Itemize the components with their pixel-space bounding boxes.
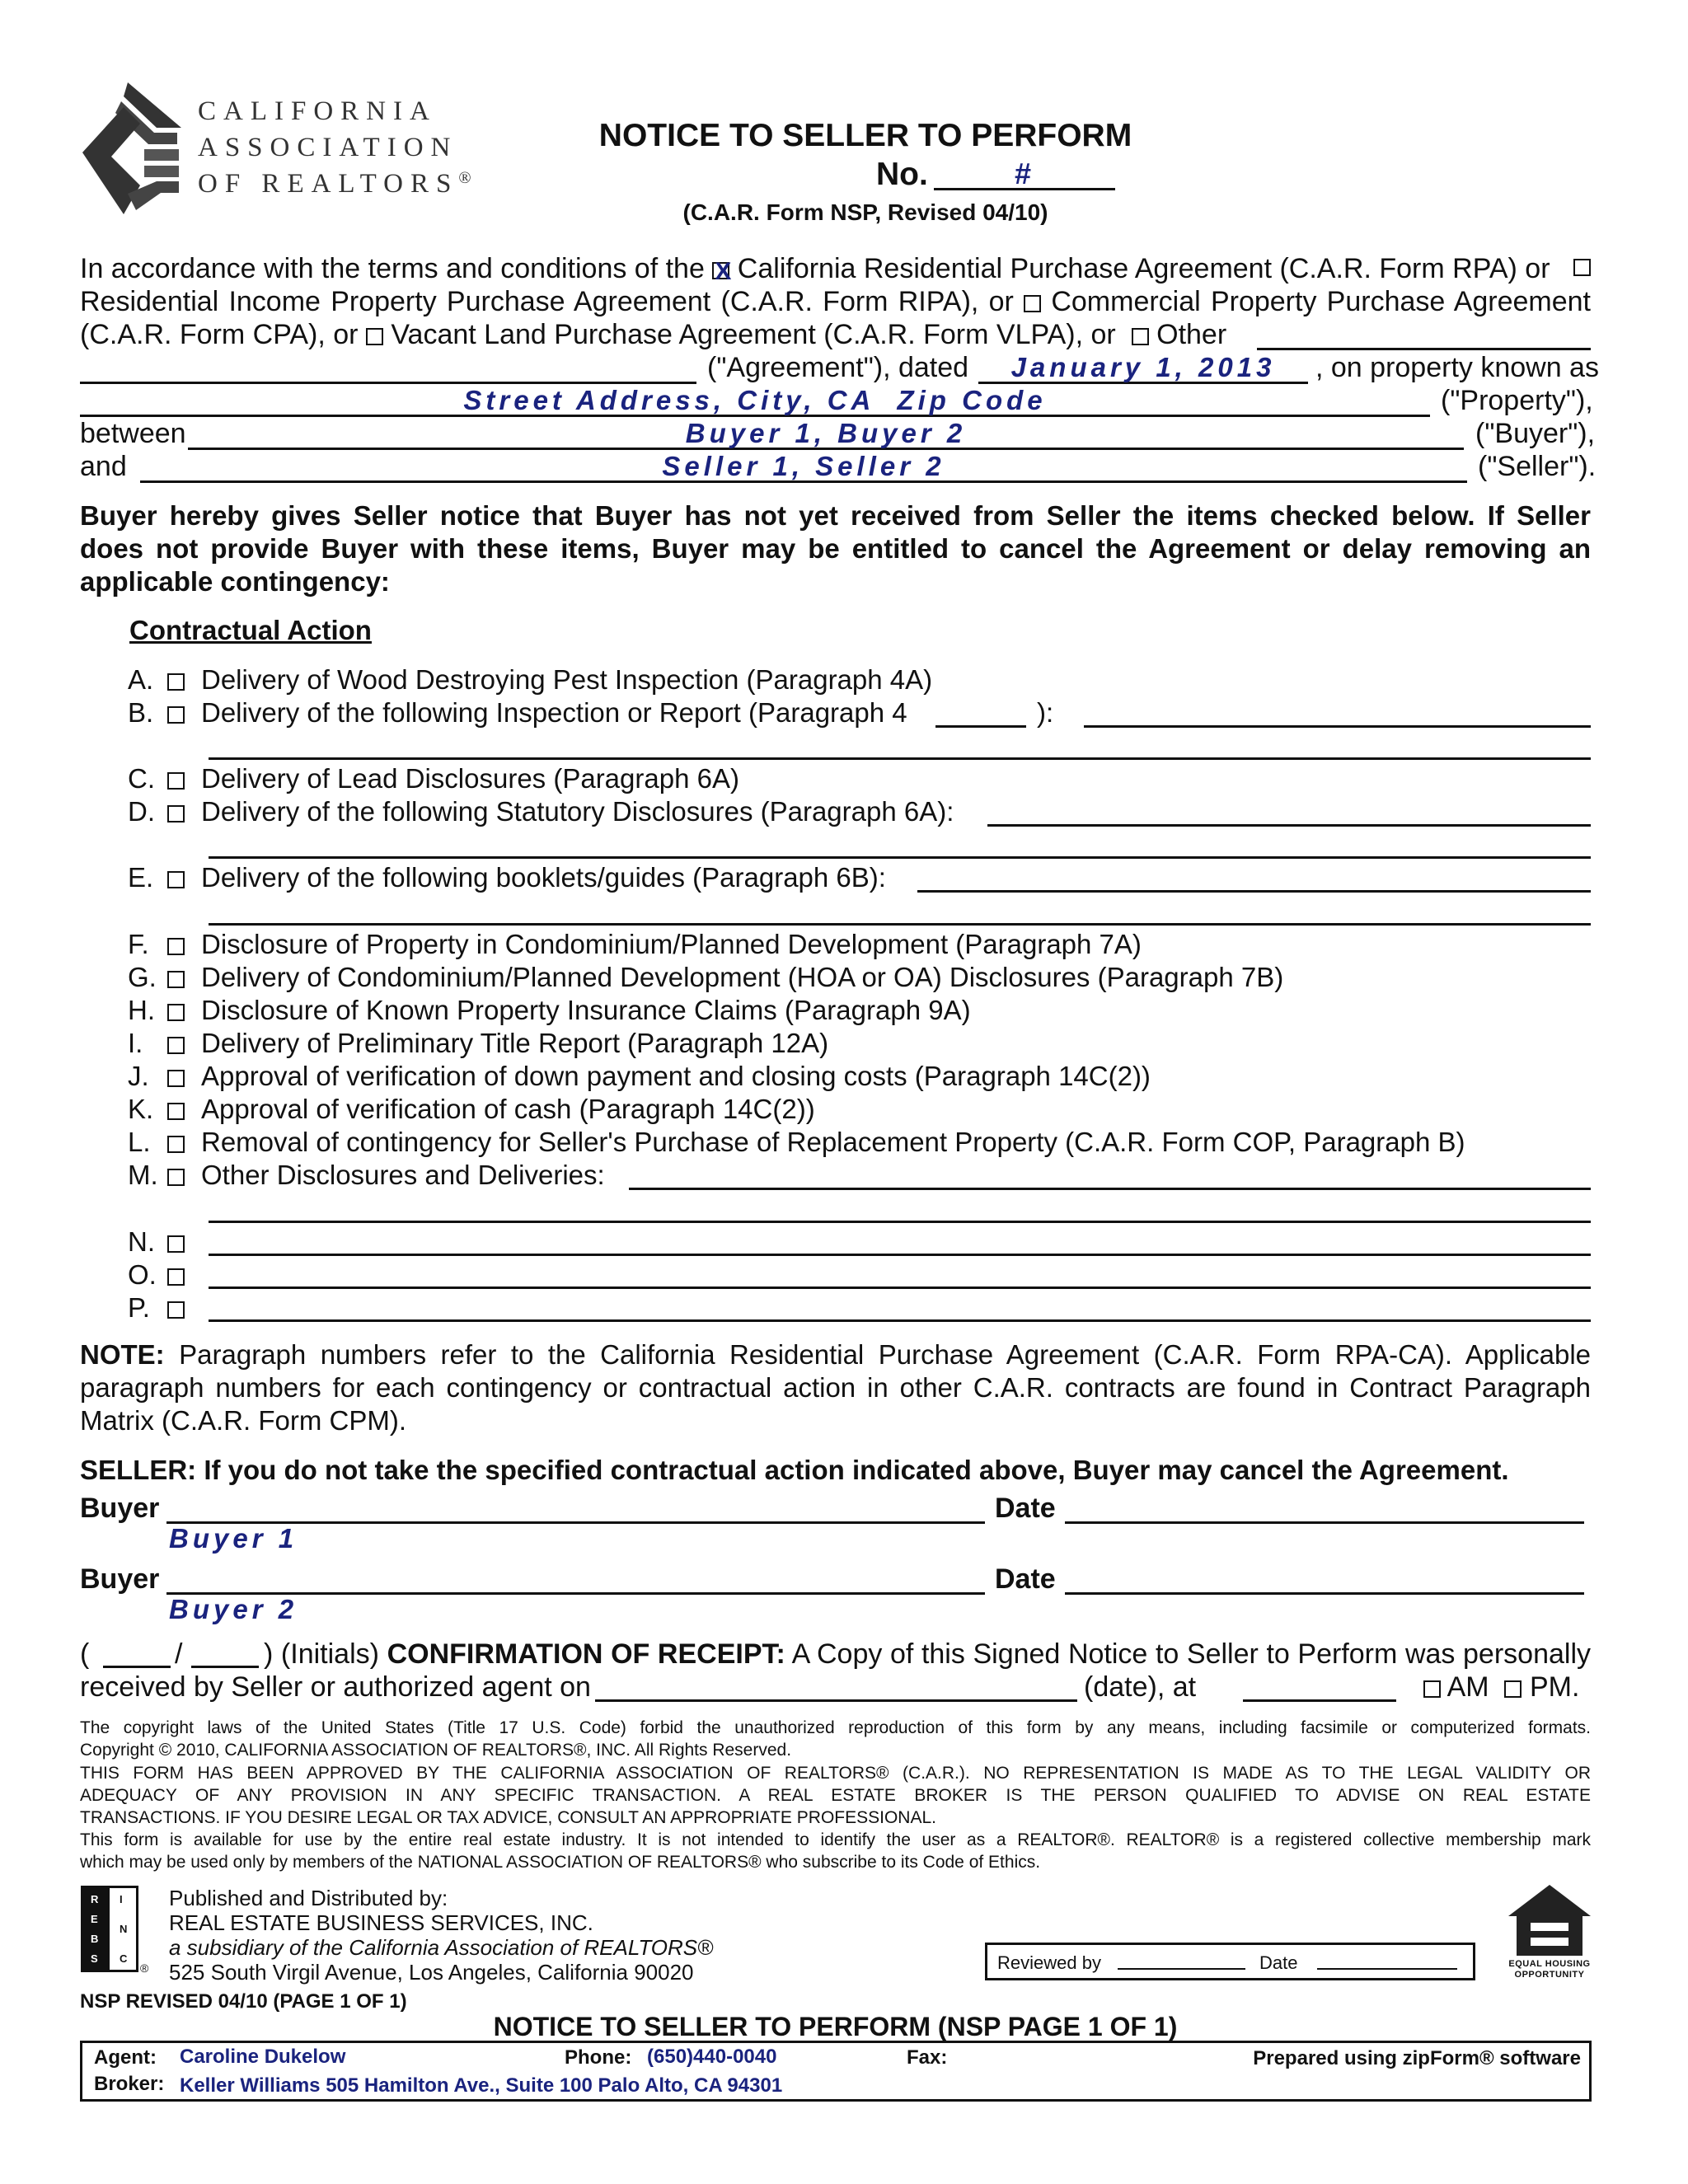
item-g-letter: G. xyxy=(128,962,157,992)
rebs-letter-e: E xyxy=(91,1913,98,1925)
item-k-checkbox[interactable] xyxy=(167,1103,185,1120)
item-a-letter: A. xyxy=(128,664,154,695)
buyer-value: Buyer 1, Buyer 2 xyxy=(685,418,967,448)
item-i-checkbox[interactable] xyxy=(167,1037,185,1054)
legal-usage-2: which may be used only by members of the NATIONAL ASSOCIATION OF REALTORS® who subscribe to its Code of Ethics. xyxy=(80,1853,1041,1872)
item-m-checkbox[interactable] xyxy=(167,1169,185,1186)
legal-copyright-2: Copyright © 2010, CALIFORNIA ASSOCIATION OF REALTORS®, INC. All Rights Reserved. xyxy=(80,1741,792,1760)
phone-label: Phone: xyxy=(565,2046,632,2069)
note-line-1 xyxy=(80,1338,1591,1371)
item-i-text: Delivery of Preliminary Title Report (Paragraph 12A) xyxy=(201,1028,829,1058)
item-o-letter: O. xyxy=(128,1259,157,1290)
item-g xyxy=(128,961,1283,994)
item-o-checkbox[interactable] xyxy=(167,1268,185,1286)
broker-label: Broker: xyxy=(94,2073,165,2095)
item-e xyxy=(128,861,886,894)
rebs-letter-n: N xyxy=(120,1923,128,1935)
item-g-checkbox[interactable] xyxy=(167,971,185,988)
cpa-checkbox[interactable] xyxy=(1024,295,1041,312)
publisher-line-3: a subsidiary of the California Association of REALTORS® xyxy=(169,1935,714,1960)
item-p-letter: P. xyxy=(128,1292,150,1323)
item-h-letter: H. xyxy=(128,995,155,1025)
confirm-slash: / xyxy=(175,1638,183,1670)
reviewed-date-label: Date xyxy=(1259,1952,1298,1973)
legal-approval-3: TRANSACTIONS. IF YOU DESIRE LEGAL OR TAX ADVICE, CONSULT AN APPROPRIATE PROFESSIONAL. xyxy=(80,1808,936,1827)
item-b-checkbox[interactable] xyxy=(167,706,185,724)
item-p xyxy=(128,1291,185,1324)
item-e-field[interactable] xyxy=(917,890,1591,893)
car-logo-reg: ® xyxy=(458,169,471,187)
seller-value: Seller 1, Seller 2 xyxy=(662,451,945,481)
form-title: NOTICE TO SELLER TO PERFORM xyxy=(598,118,1132,153)
publisher-line-2: REAL ESTATE BUSINESS SERVICES, INC. xyxy=(169,1910,593,1935)
buyer2-name: Buyer 2 xyxy=(169,1594,298,1624)
item-p-checkbox[interactable] xyxy=(167,1301,185,1319)
confirm-open-paren: ( xyxy=(80,1638,90,1670)
item-o xyxy=(128,1258,185,1291)
item-l-text: Removal of contingency for Seller's Purchase of Replacement Property (C.A.R. Form COP, Paragraph B) xyxy=(201,1127,1465,1157)
item-b xyxy=(128,696,907,729)
item-b-paragraph-field[interactable] xyxy=(935,725,1026,728)
property-label: ("Property"), xyxy=(1441,385,1593,416)
notice-line-3: applicable contingency: xyxy=(80,566,390,597)
item-d-field-2[interactable] xyxy=(209,856,1591,859)
item-d-checkbox[interactable] xyxy=(167,805,185,823)
item-d-letter: D. xyxy=(128,796,155,827)
intro-line-3 xyxy=(80,318,1226,351)
intro-line3-cpa-end: (C.A.R. Form CPA), or xyxy=(80,319,359,350)
agent-value: Caroline Dukelow xyxy=(180,2046,346,2068)
intro-line1-rpa: California Residential Purchase Agreement (C.A.R. Form RPA) or xyxy=(737,253,1550,284)
buyer1-date-field[interactable] xyxy=(1065,1521,1584,1524)
agreement-label: ("Agreement"), dated xyxy=(707,352,969,383)
intro-line-1 xyxy=(80,252,1591,285)
confirm-heading: CONFIRMATION OF RECEIPT: xyxy=(387,1638,785,1670)
software-label: Prepared using zipForm® software xyxy=(1253,2047,1581,2069)
dated-value: January 1, 2013 xyxy=(1010,352,1276,382)
item-c xyxy=(128,762,739,795)
item-n-field[interactable] xyxy=(209,1254,1591,1256)
item-h-checkbox[interactable] xyxy=(167,1004,185,1021)
item-f-letter: F. xyxy=(128,929,149,959)
item-n xyxy=(128,1226,185,1258)
receipt-date-field[interactable] xyxy=(595,1699,1077,1702)
item-e-field-2[interactable] xyxy=(209,923,1591,926)
notice-line-1: Buyer hereby gives Seller notice that Buyer has not yet received from Seller the items checked below. If Seller xyxy=(80,500,1591,531)
intro-line-2 xyxy=(80,285,1591,318)
intro-line3-vlpa: Vacant Land Purchase Agreement (C.A.R. Form VLPA), or xyxy=(391,319,1116,350)
other-checkbox[interactable] xyxy=(1132,328,1149,345)
reviewed-by-label: Reviewed by xyxy=(997,1952,1101,1973)
property-known-label: , on property known as xyxy=(1315,352,1599,383)
am-checkbox[interactable] xyxy=(1423,1680,1441,1698)
buyer1-label: Buyer xyxy=(80,1493,160,1524)
item-b-suffix: ): xyxy=(1037,697,1054,728)
confirm-date-label: (date), at xyxy=(1084,1671,1197,1703)
confirm-line2-pre: received by Seller or authorized agent on xyxy=(80,1671,591,1703)
property-value: Street Address, City, CA Zip Code xyxy=(463,385,1047,415)
ripa-checkbox[interactable] xyxy=(1573,259,1591,276)
buyer2-date-label: Date xyxy=(995,1563,1056,1595)
rebs-letter-i: I xyxy=(120,1893,123,1905)
car-logo-line1: CALIFORNIA xyxy=(198,96,437,126)
item-c-letter: C. xyxy=(128,763,155,794)
item-i xyxy=(128,1027,828,1060)
item-a-text: Delivery of Wood Destroying Pest Inspection (Paragraph 4A) xyxy=(201,664,933,695)
buyer2-label: Buyer xyxy=(80,1563,160,1595)
item-n-letter: N. xyxy=(128,1226,155,1257)
item-l xyxy=(128,1126,1465,1159)
item-g-text: Delivery of Condominium/Planned Development (HOA or OA) Disclosures (Paragraph 7B) xyxy=(201,962,1284,992)
car-logo-line3 xyxy=(198,169,471,199)
legal-approval-1: THIS FORM HAS BEEN APPROVED BY THE CALIFORNIA ASSOCIATION OF REALTORS® (C.A.R.). NO REPRESENTATION IS MADE AS TO THE LEGAL VALIDITY OR xyxy=(80,1764,1591,1783)
am-label: AM xyxy=(1447,1671,1489,1703)
car-logo-line3-text: OF REALTORS xyxy=(198,169,459,199)
reviewed-by-field[interactable] xyxy=(1118,1968,1245,1970)
item-b-text: Delivery of the following Inspection or Report (Paragraph 4 xyxy=(201,697,907,728)
reviewed-date-field[interactable] xyxy=(1317,1968,1457,1970)
form-number-label: No. xyxy=(876,157,928,192)
agent-label: Agent: xyxy=(94,2046,157,2069)
agent-box xyxy=(80,2041,1592,2102)
item-n-checkbox[interactable] xyxy=(167,1235,185,1253)
item-m-letter: M. xyxy=(128,1160,158,1190)
notice-line-2: does not provide Buyer with these items, Buyer may be entitled to cancel the Agreement or delay removing an xyxy=(80,533,1591,564)
broker-value: Keller Williams 505 Hamilton Ave., Suite 100 Palo Alto, CA 94301 xyxy=(180,2074,783,2097)
note-line-2: paragraph numbers for each contingency or contractual action in other C.A.R. contracts are found in Contract Paragraph xyxy=(80,1372,1591,1403)
rpa-check-mark: X xyxy=(715,258,732,285)
car-logo-line2: ASSOCIATION xyxy=(198,133,458,162)
item-f-text: Disclosure of Property in Condominium/Planned Development (Paragraph 7A) xyxy=(201,929,1142,959)
buyer1-name: Buyer 1 xyxy=(169,1523,298,1554)
item-d xyxy=(128,795,954,828)
contractual-heading: Contractual Action xyxy=(129,615,372,645)
item-b-field[interactable] xyxy=(1084,725,1591,728)
item-l-letter: L. xyxy=(128,1127,151,1157)
publisher-line-4: 525 South Virgil Avenue, Los Angeles, California 90020 xyxy=(169,1960,694,1985)
intro-line2-ripa: Residential Income Property Purchase Agreement (C.A.R. Form RIPA), or xyxy=(80,286,1014,317)
rebs-letter-b: B xyxy=(91,1933,99,1945)
item-a xyxy=(128,663,932,696)
rpa-checkbox[interactable] xyxy=(712,258,732,285)
buyer-label: ("Buyer"), xyxy=(1475,418,1596,449)
equal-housing-line2: OPPORTUNITY xyxy=(1514,1970,1585,1980)
and-label: and xyxy=(80,451,127,482)
item-f xyxy=(128,928,1142,961)
footer-page-title: NOTICE TO SELLER TO PERFORM (NSP PAGE 1 OF 1) xyxy=(493,2012,1178,2041)
rebs-letter-r: R xyxy=(91,1893,99,1905)
rebs-reg: ® xyxy=(140,1961,149,1975)
item-e-checkbox[interactable] xyxy=(167,871,185,888)
item-d-text: Delivery of the following Statutory Disclosures (Paragraph 6A): xyxy=(201,796,954,827)
fax-label: Fax: xyxy=(907,2046,948,2069)
intro-line1-pre: In accordance with the terms and conditions of the xyxy=(80,253,705,284)
phone-value: (650)440-0040 xyxy=(647,2046,777,2068)
item-j-checkbox[interactable] xyxy=(167,1070,185,1087)
item-m-field-2[interactable] xyxy=(209,1221,1591,1223)
item-j xyxy=(128,1060,1151,1093)
pm-checkbox[interactable] xyxy=(1504,1680,1522,1698)
publisher-line-1: Published and Distributed by: xyxy=(169,1886,448,1910)
item-a-checkbox[interactable] xyxy=(167,673,185,691)
seller-warning: SELLER: If you do not take the specified contractual action indicated above, Buyer may cancel the Agreement. xyxy=(80,1455,1509,1485)
between-label: between xyxy=(80,418,186,449)
equal-housing-icon xyxy=(1504,1883,1595,1957)
rebs-logo xyxy=(81,1886,138,1972)
item-f-checkbox[interactable] xyxy=(167,938,185,955)
item-p-field[interactable] xyxy=(209,1319,1591,1322)
item-j-text: Approval of verification of down payment and closing costs (Paragraph 14C(2)) xyxy=(201,1061,1151,1091)
rebs-letter-c: C xyxy=(120,1952,128,1965)
seller-label: ("Seller"). xyxy=(1478,451,1597,482)
pm-label: PM. xyxy=(1529,1671,1580,1703)
initials-field-2[interactable] xyxy=(191,1666,259,1668)
item-h-text: Disclosure of Known Property Insurance Claims (Paragraph 9A) xyxy=(201,995,971,1025)
item-b-field-2[interactable] xyxy=(209,757,1591,760)
item-h xyxy=(128,994,971,1027)
item-m-field[interactable] xyxy=(629,1188,1591,1190)
equal-housing-line1: EQUAL HOUSING xyxy=(1508,1959,1591,1969)
note-line-3: Matrix (C.A.R. Form CPM). xyxy=(80,1405,406,1436)
item-m-text: Other Disclosures and Deliveries: xyxy=(201,1160,605,1190)
legal-approval-2: ADEQUACY OF ANY PROVISION IN ANY SPECIFIC TRANSACTION. A REAL ESTATE BROKER IS THE PERSON QUALIFIED TO ADVISE ON REAL ESTATE xyxy=(80,1786,1591,1805)
intro-line2-cpa: Commercial Property Purchase Agreement xyxy=(1051,286,1592,317)
item-i-letter: I. xyxy=(128,1028,143,1058)
item-j-letter: J. xyxy=(128,1061,149,1091)
intro-line3-other: Other xyxy=(1156,319,1227,350)
confirm-line-1 xyxy=(264,1638,1591,1671)
form-number-value: # xyxy=(1014,157,1035,190)
note-line1-text: Paragraph numbers refer to the California Residential Purchase Agreement (C.A.R. Form RPA-CA). Applicable xyxy=(179,1339,1591,1370)
equal-housing-logo xyxy=(1504,1883,1595,1982)
legal-copyright-1: The copyright laws of the United States (Title 17 U.S. Code) forbid the unauthorized reproduction of this form by any means, including facsimile or computerized formats. xyxy=(80,1718,1591,1737)
buyer2-date-field[interactable] xyxy=(1065,1592,1584,1595)
receipt-time-field[interactable] xyxy=(1243,1699,1396,1702)
reviewed-box xyxy=(985,1943,1475,1980)
item-b-letter: B. xyxy=(128,697,154,728)
item-k-letter: K. xyxy=(128,1094,154,1124)
note-label: NOTE: xyxy=(80,1339,165,1370)
am-pm-group xyxy=(1423,1671,1579,1704)
item-o-field[interactable] xyxy=(209,1286,1591,1289)
item-k-text: Approval of verification of cash (Paragraph 14C(2)) xyxy=(201,1094,815,1124)
item-e-text: Delivery of the following booklets/guides (Paragraph 6B): xyxy=(201,862,886,893)
item-d-field[interactable] xyxy=(987,824,1591,827)
car-logo xyxy=(78,78,499,218)
form-id: (C.A.R. Form NSP, Revised 04/10) xyxy=(682,199,1048,225)
rebs-letter-s: S xyxy=(91,1952,98,1965)
vlpa-checkbox[interactable] xyxy=(366,328,383,345)
item-k xyxy=(128,1093,815,1126)
initials-field-1[interactable] xyxy=(103,1666,171,1668)
buyer1-date-label: Date xyxy=(995,1493,1056,1524)
item-l-checkbox[interactable] xyxy=(167,1136,185,1153)
item-e-letter: E. xyxy=(128,862,154,893)
other-agreement-field[interactable] xyxy=(1257,348,1591,350)
item-c-checkbox[interactable] xyxy=(167,772,185,790)
car-logo-emblem-icon xyxy=(78,78,185,218)
legal-usage-1: This form is available for use by the entire real estate industry. It is not intended to identify the user as a REALTOR®. REALTOR® is a registered collective membership mark xyxy=(80,1830,1591,1849)
confirm-line1-rest: A Copy of this Signed Notice to Seller to Perform was personally xyxy=(791,1638,1591,1670)
confirm-initials-label: ) (Initials) xyxy=(264,1638,379,1670)
revision-label: NSP REVISED 04/10 (PAGE 1 OF 1) xyxy=(80,1990,407,2013)
item-m xyxy=(128,1159,605,1192)
item-c-text: Delivery of Lead Disclosures (Paragraph 6A) xyxy=(201,763,739,794)
